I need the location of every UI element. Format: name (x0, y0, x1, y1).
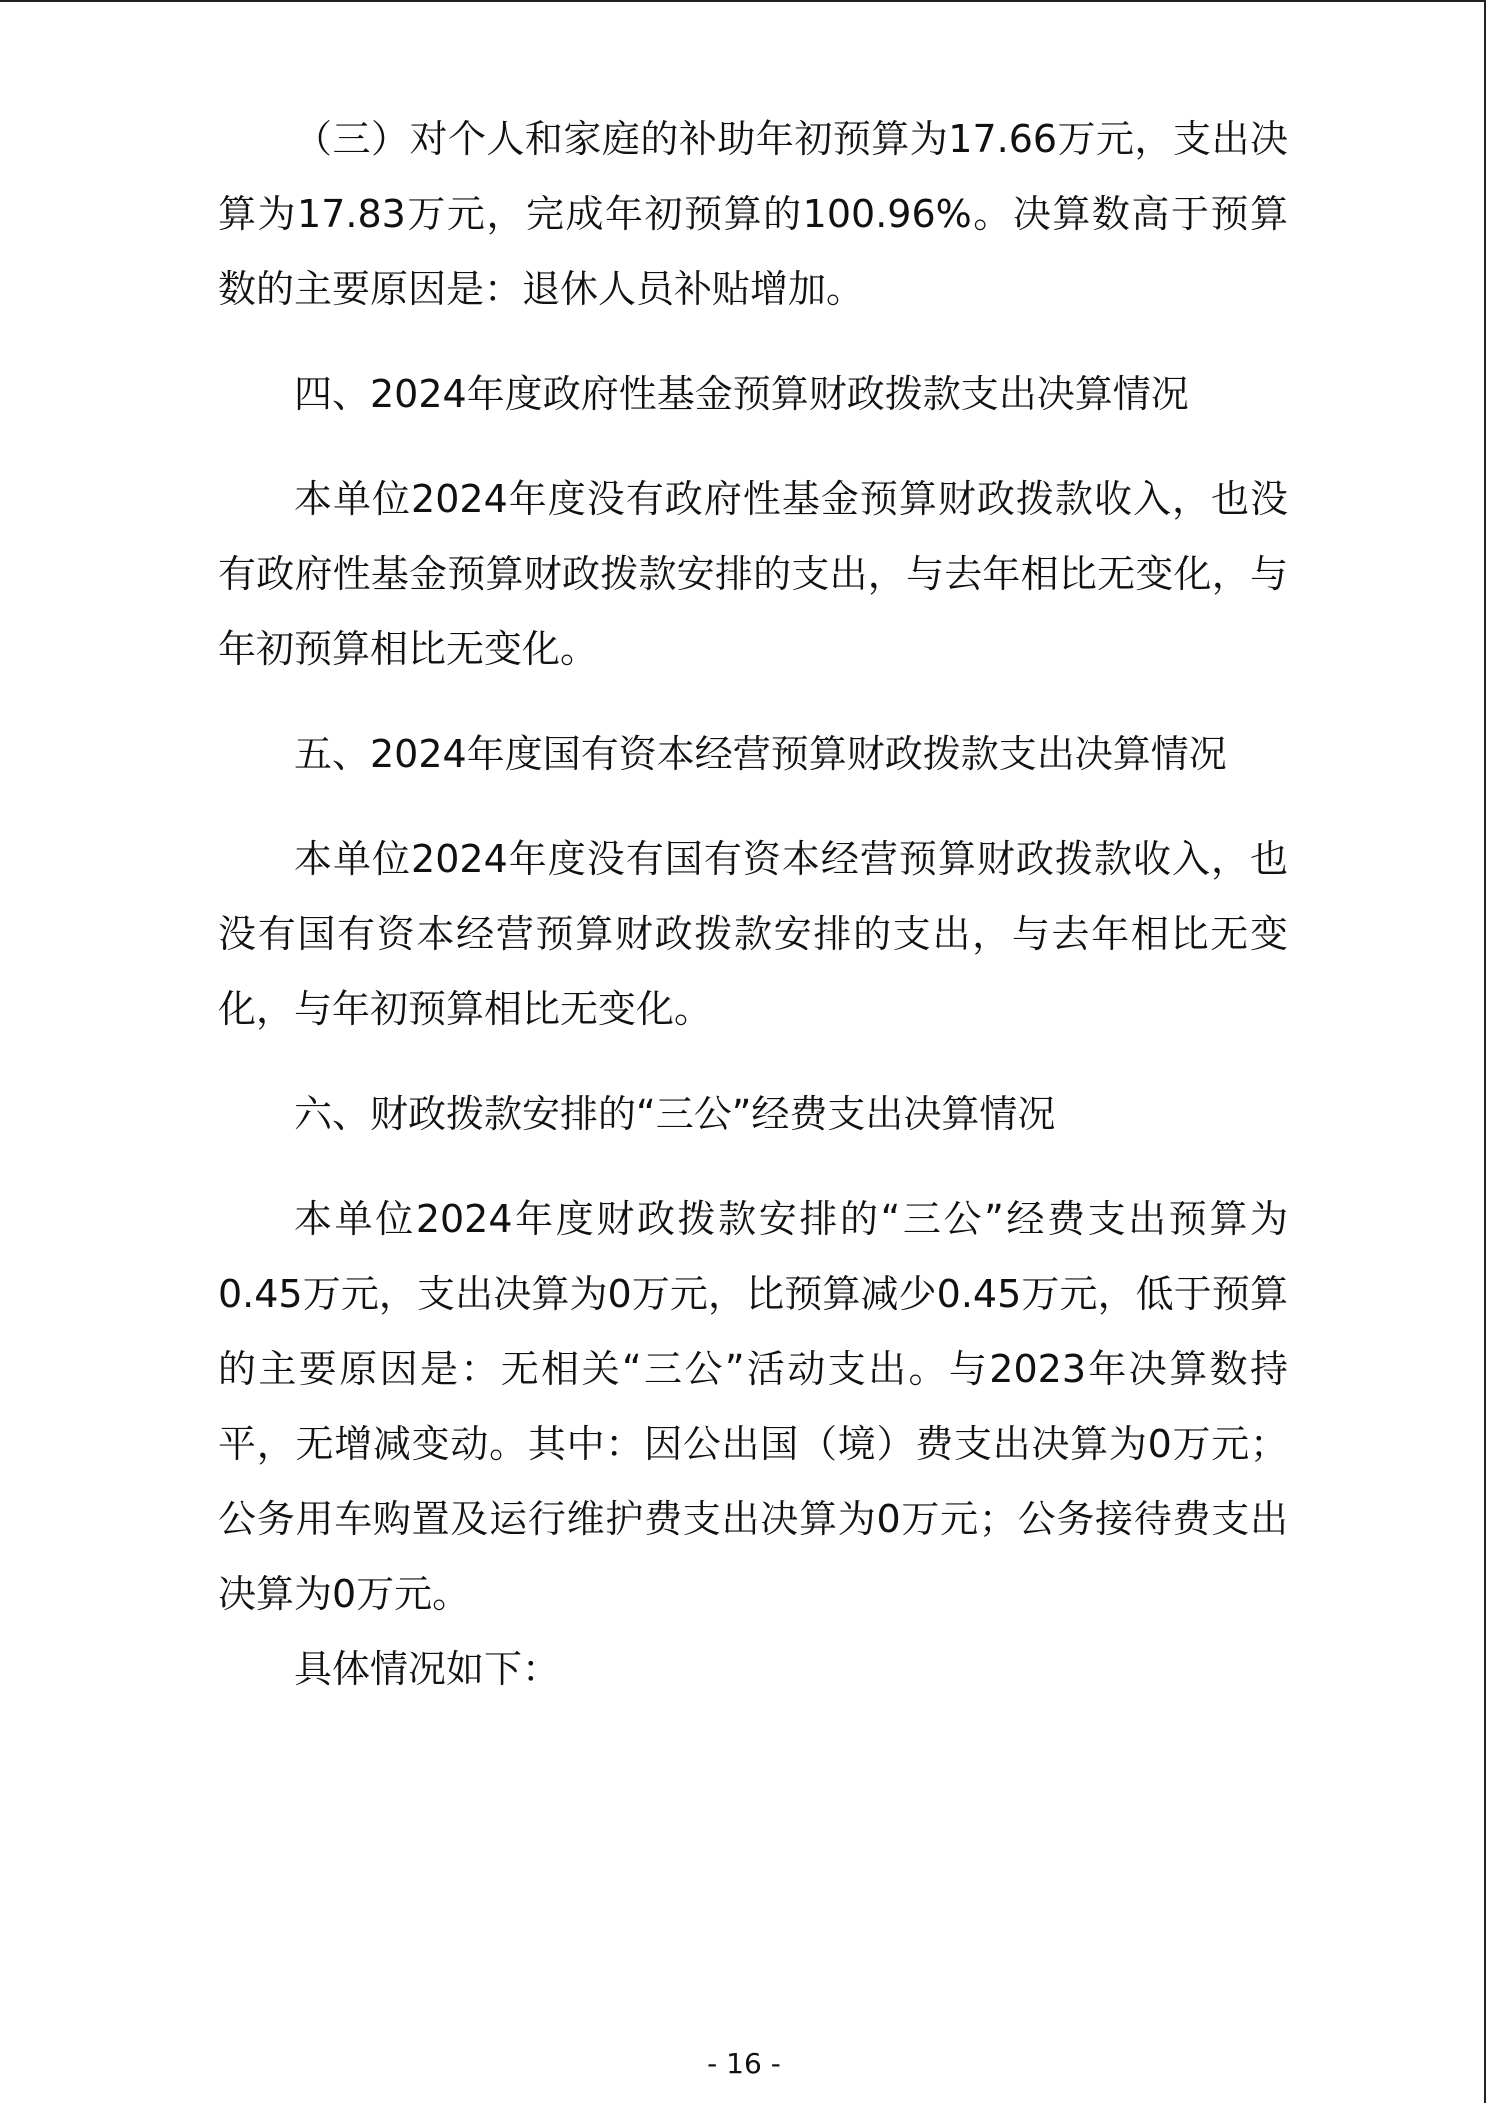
page-number: - 16 - (707, 2047, 781, 2080)
paragraph-government-fund: 本单位2024年度没有政府性基金预算财政拨款收入，也没有政府性基金预算财政拨款安排的支出，与去年相比无变化，与年初预算相比无变化。 (218, 477, 1288, 671)
paragraph-three-public-expenses: 本单位2024年度财政拨款安排的“三公”经费支出预算为0.45万元，支出决算为0万元，比预算减少0.45万元，低于预算的主要原因是：无相关“三公”活动支出。与2023年决算数持平，无增减变动。其中：因公出国（境）费支出决算为0万元；公务用车购置及运行维护费支出决算为0万元；公务接待费支出决算为0万元。 (218, 1197, 1288, 1616)
section-heading-four: 四、2024年度政府性基金预算财政拨款支出决算情况 (294, 372, 1189, 416)
section-heading-six: 六、财政拨款安排的“三公”经费支出决算情况 (294, 1092, 1056, 1136)
paragraph-details-follow: 具体情况如下： (294, 1647, 561, 1691)
paragraph-state-capital: 本单位2024年度没有国有资本经营预算财政拨款收入，也没有国有资本经营预算财政拨款安排的支出，与去年相比无变化，与年初预算相比无变化。 (218, 837, 1288, 1031)
paragraph-subsidy-individuals: （三）对个人和家庭的补助年初预算为17.66万元，支出决算为17.83万元，完成年初预算的100.96%。决算数高于预算数的主要原因是：退休人员补贴增加。 (218, 117, 1288, 311)
document-body (218, 102, 1288, 1707)
section-heading-five: 五、2024年度国有资本经营预算财政拨款支出决算情况 (294, 732, 1227, 776)
